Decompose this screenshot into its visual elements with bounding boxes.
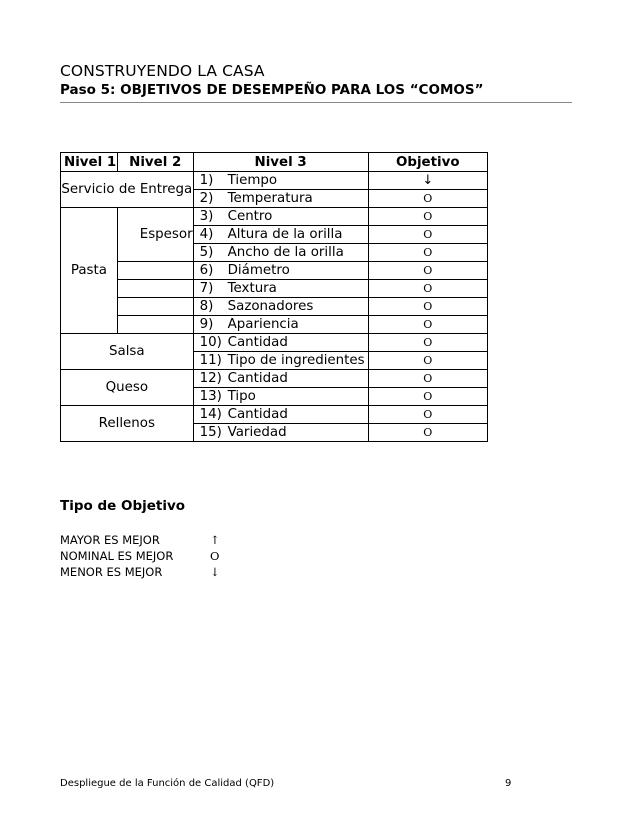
header-nivel-2: Nivel 2 (117, 153, 193, 172)
item-number: 3) (199, 209, 214, 224)
objetivo-cell: O (368, 334, 487, 352)
objetivo-cell: O (368, 388, 487, 406)
empty-nivel2-cell (117, 280, 193, 298)
table-row (61, 334, 488, 352)
legend-label: NOMINAL ES MEJOR (60, 549, 174, 563)
objetivo-cell: O (368, 226, 487, 244)
nivel3-cell (193, 226, 368, 244)
nivel3-cell (193, 208, 368, 226)
item-number: 12) (199, 371, 222, 386)
nivel3-cell (193, 172, 368, 190)
item-label: Diámetro (227, 263, 290, 278)
item-number: 1) (199, 173, 214, 188)
item-number: 5) (199, 245, 214, 260)
group-salsa: Salsa (61, 334, 194, 370)
objetivo-cell: O (368, 298, 487, 316)
nivel3-cell (193, 298, 368, 316)
nivel3-cell (193, 370, 368, 388)
page-number: 9 (505, 778, 512, 789)
footer-text: Despliegue de la Función de Calidad (QFD) (60, 778, 275, 789)
item-number: 13) (199, 389, 222, 404)
table-row (61, 262, 488, 280)
item-number: 6) (199, 263, 214, 278)
header-nivel-3: Nivel 3 (193, 153, 368, 172)
item-number: 9) (199, 317, 214, 332)
item-label: Tipo de ingredientes (227, 353, 365, 368)
table-row (61, 370, 488, 388)
objetivo-cell: O (368, 190, 487, 208)
item-label: Altura de la orilla (227, 227, 343, 242)
objetivo-cell: O (368, 208, 487, 226)
objectives-table (60, 152, 488, 442)
header-objetivo: Objetivo (368, 153, 487, 172)
legend-label: MENOR ES MEJOR (60, 565, 163, 579)
item-number: 11) (199, 353, 222, 368)
nivel3-cell (193, 262, 368, 280)
objetivo-cell: O (368, 370, 487, 388)
nominal-circle-icon: O (210, 549, 220, 563)
arrow-down-icon: ↓ (210, 565, 220, 579)
item-label: Sazonadores (227, 299, 314, 314)
item-number: 4) (199, 227, 214, 242)
group-queso: Queso (61, 370, 194, 406)
nivel3-cell (193, 406, 368, 424)
nivel3-cell (193, 190, 368, 208)
document-title: CONSTRUYENDO LA CASA (60, 62, 265, 80)
nivel3-cell (193, 388, 368, 406)
legend-title: Tipo de Objetivo (60, 498, 186, 514)
empty-nivel2-cell (117, 298, 193, 316)
header-divider (60, 102, 572, 103)
objetivo-cell: ↓ (368, 172, 487, 190)
item-label: Tiempo (227, 173, 278, 188)
table-row (61, 316, 488, 334)
empty-nivel2-cell (117, 262, 193, 280)
nivel3-cell (193, 316, 368, 334)
item-label: Ancho de la orilla (227, 245, 344, 260)
nivel3-cell (193, 244, 368, 262)
empty-nivel2-cell (117, 316, 193, 334)
objetivo-cell: O (368, 424, 487, 442)
section-subtitle: Paso 5: OBJETIVOS DE DESEMPEÑO PARA LOS “COMOS” (60, 82, 484, 98)
objetivo-cell: O (368, 244, 487, 262)
item-label: Centro (227, 209, 273, 224)
nivel3-cell (193, 280, 368, 298)
item-label: Cantidad (227, 371, 288, 386)
item-label: Textura (227, 281, 277, 296)
objetivo-cell: O (368, 316, 487, 334)
group-servicio-de-entrega: Servicio de Entrega (61, 172, 194, 208)
nivel3-cell (193, 352, 368, 370)
header-nivel-1: Nivel 1 (61, 153, 118, 172)
table-header-row (61, 153, 488, 172)
group-rellenos: Rellenos (61, 406, 194, 442)
item-label: Apariencia (227, 317, 299, 332)
item-number: 2) (199, 191, 214, 206)
item-label: Cantidad (227, 335, 288, 350)
table-row (61, 172, 488, 190)
objetivo-cell: O (368, 262, 487, 280)
legend-item (60, 564, 260, 580)
arrow-up-icon: ↑ (210, 533, 220, 547)
nivel3-cell (193, 334, 368, 352)
subgroup-espesor: Espesor (117, 208, 193, 262)
item-label: Temperatura (227, 191, 313, 206)
objetivo-cell: O (368, 352, 487, 370)
table-row (61, 208, 488, 226)
item-number: 14) (199, 407, 222, 422)
item-label: Variedad (227, 425, 287, 440)
item-number: 8) (199, 299, 214, 314)
table-row (61, 280, 488, 298)
nivel3-cell (193, 424, 368, 442)
item-label: Tipo (227, 389, 256, 404)
legend-label: MAYOR ES MEJOR (60, 533, 160, 547)
table-row (61, 298, 488, 316)
table-row (61, 406, 488, 424)
item-number: 7) (199, 281, 214, 296)
objetivo-cell: O (368, 406, 487, 424)
legend-item (60, 548, 260, 564)
legend-item (60, 532, 260, 548)
item-number: 10) (199, 335, 222, 350)
item-number: 15) (199, 425, 222, 440)
objetivo-cell: O (368, 280, 487, 298)
item-label: Cantidad (227, 407, 288, 422)
group-pasta: Pasta (61, 208, 118, 334)
legend-list (60, 532, 260, 580)
